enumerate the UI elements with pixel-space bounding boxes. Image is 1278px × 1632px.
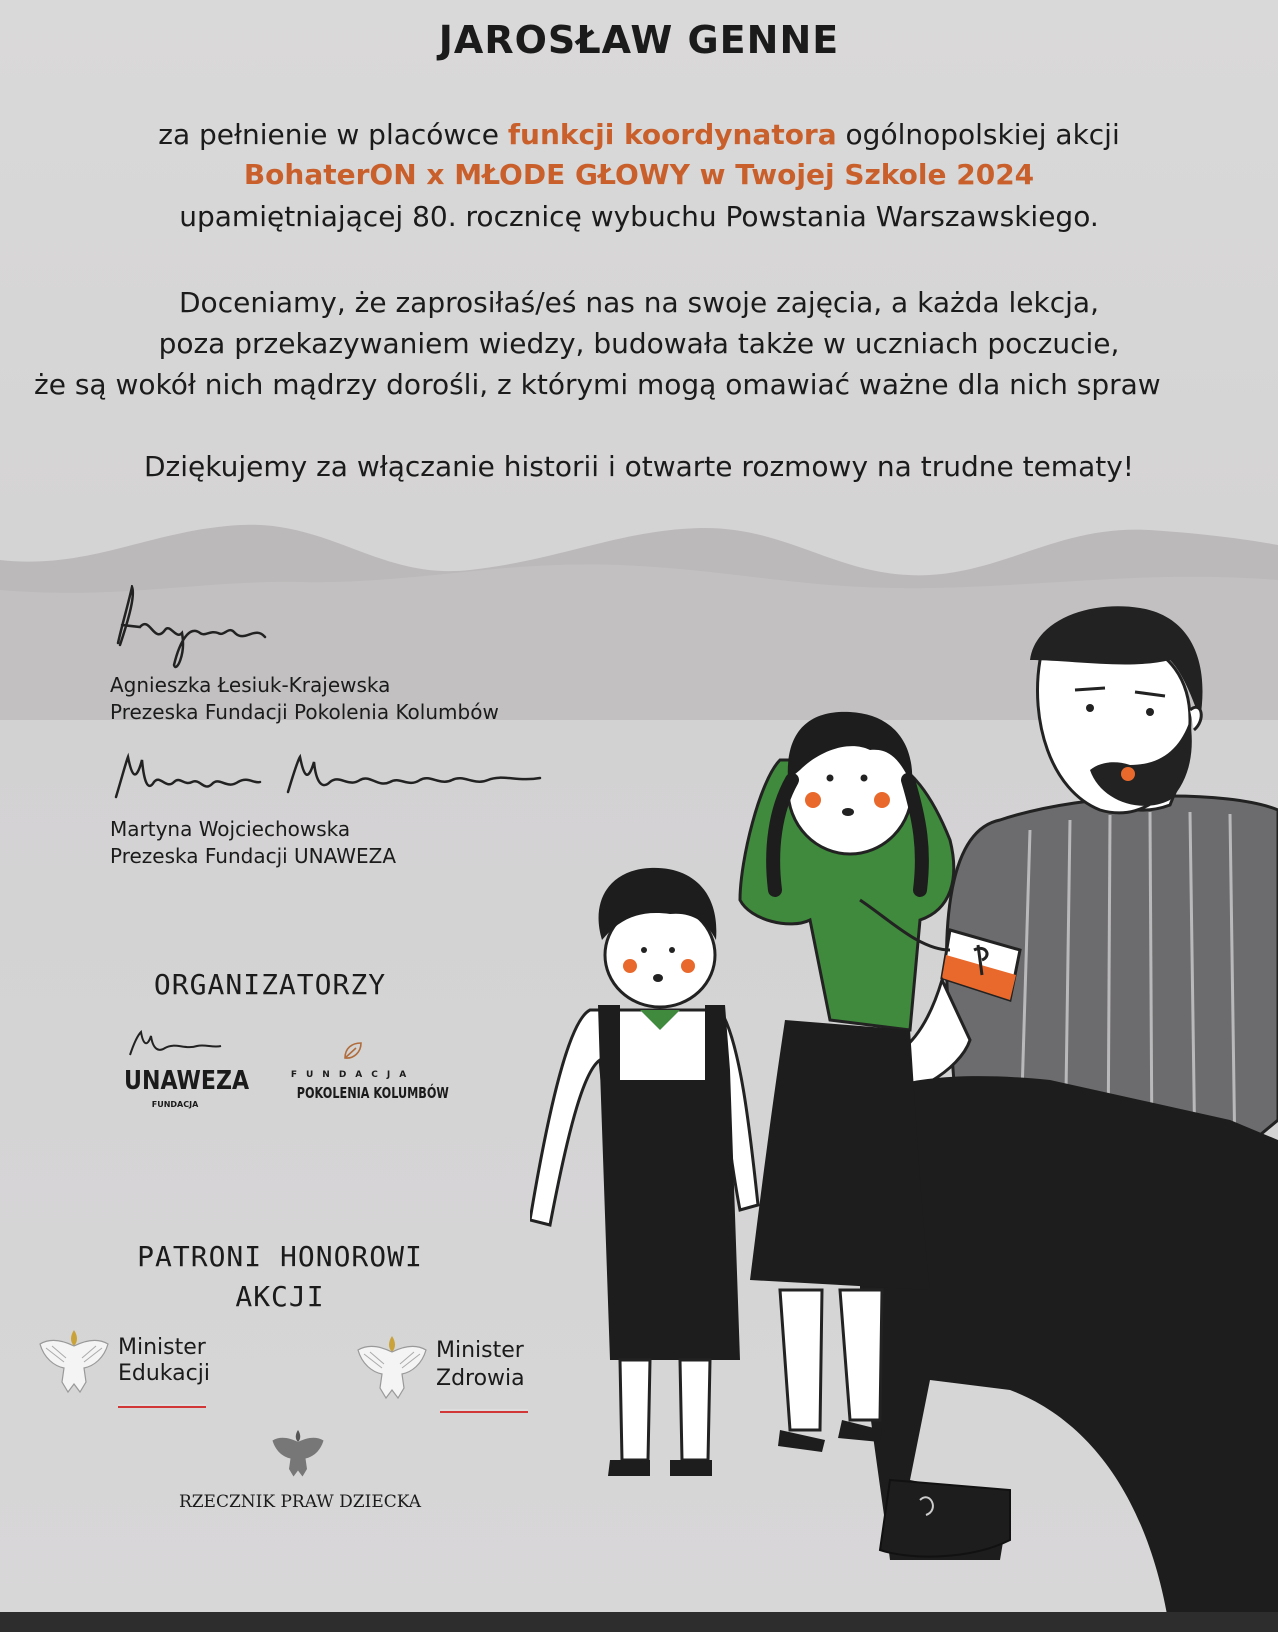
signature-2-handwriting: [108, 752, 548, 812]
line1-post: ogólnopolskiej akcji: [836, 118, 1120, 151]
signatory-2-name: Martyna Wojciechowska: [110, 817, 351, 841]
unaweza-logo-main: UNAWEZA: [124, 1066, 250, 1096]
kolumbow-logo: [278, 1040, 449, 1120]
thanks-line: Dziękujemy za włączanie historii i otwarte rozmowy na trudne tematy!: [143, 450, 1135, 483]
text-line-1: [0, 118, 1278, 151]
organizers-heading: ORGANIZATORZY: [153, 968, 387, 1001]
kolumbow-logo-main: POKOLENIA KOLUMBÓW: [296, 1084, 449, 1102]
screen-bottom-edge: [0, 1612, 1278, 1632]
unaweza-logo: [115, 1030, 250, 1120]
patron-1-line2: Edukacji: [118, 1361, 210, 1386]
signatory-1-name: Agnieszka Łesiuk-Krajewska: [110, 673, 391, 697]
rpd-label: RZECZNIK PRAW DZIECKA: [178, 1492, 422, 1512]
text-line-5: poza przekazywaniem wiedzy, budowała także w uczniach poczucie,: [158, 327, 1120, 360]
illustration-family: [530, 600, 1278, 1632]
boy-figure: [530, 868, 758, 1476]
line1-pre: za pełnienie w placówce: [158, 118, 508, 151]
signature-1-handwriting: [110, 585, 280, 675]
unaweza-logo-signature: [125, 1030, 225, 1060]
patron-2-line2: Zdrowia: [436, 1366, 525, 1391]
campaign-title: BohaterON x MŁODE GŁOWY w Twojej Szkole 2024: [243, 158, 1035, 191]
leaf-icon: [342, 1040, 364, 1062]
text-line-4: Doceniamy, że zaprosiłaś/eś nas na swoje zajęcia, a każda lekcja,: [179, 286, 1099, 319]
signatory-1-role: Prezeska Fundacji Pokolenia Kolumbów: [110, 700, 499, 724]
signatory-2-role: Prezeska Fundacji UNAWEZA: [110, 844, 397, 868]
text-line-3: upamiętniającej 80. rocznicę wybuchu Powstania Warszawskiego.: [179, 200, 1099, 233]
patron-2-line1: Minister: [436, 1338, 524, 1363]
kolumbow-logo-top: FUNDACJA: [290, 1070, 416, 1080]
polish-eagle-icon: [34, 1322, 114, 1402]
text-line-6: że są wokół nich mądrzy dorośli, z którymi mogą omawiać ważne dla nich spraw: [34, 368, 1161, 401]
patron-2-flag-bar: [440, 1409, 528, 1413]
polish-eagle-icon: [352, 1328, 432, 1408]
rpd-eagle-icon: [268, 1424, 328, 1484]
patron-1-line1: Minister: [118, 1335, 206, 1360]
role-highlight: funkcji koordynatora: [507, 118, 837, 151]
unaweza-logo-sub: FUNDACJA: [151, 1100, 199, 1109]
recipient-name: JAROSŁAW GENNE: [438, 18, 840, 62]
patrons-heading-line2: AKCJI: [235, 1280, 325, 1313]
patrons-heading-line1: PATRONI HONOROWI: [137, 1240, 423, 1273]
patron-1-flag-bar: [118, 1404, 206, 1408]
